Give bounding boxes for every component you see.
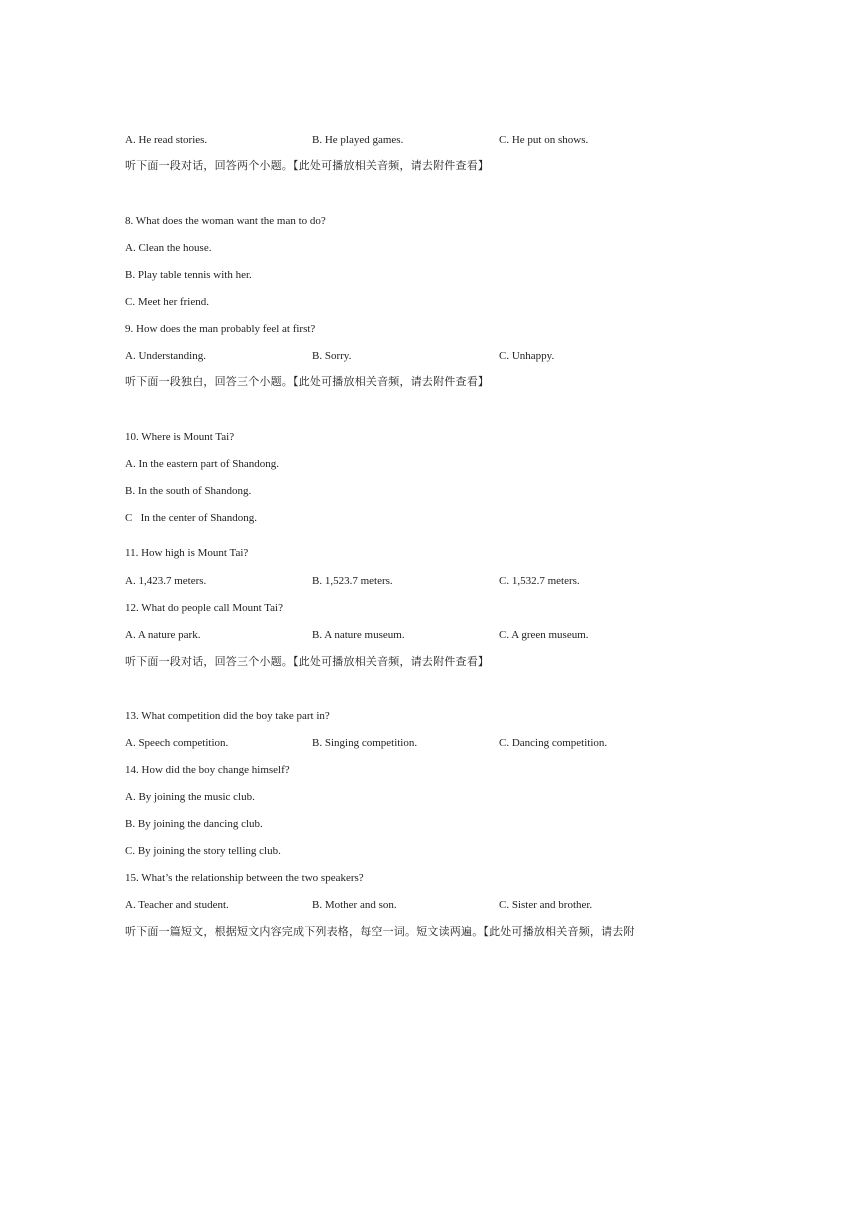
q14-option-a: A. By joining the music club. [125, 791, 255, 803]
q12-question: 12. What do people call Mount Tai? [125, 602, 283, 614]
q13-question: 13. What competition did the boy take part in? [125, 710, 330, 722]
q12-option-b: B. A nature museum. [312, 629, 405, 641]
q9-option-a: A. Understanding. [125, 350, 206, 362]
q11-option-a: A. 1,423.7 meters. [125, 575, 207, 587]
q15-option-b: B. Mother and son. [312, 899, 397, 911]
q8-option-b: B. Play table tennis with her. [125, 269, 252, 281]
q9-question: 9. How does the man probably feel at first? [125, 323, 316, 335]
instruction-dialogue-three-questions: 听下面一段对话，回答三个小题。【此处可播放相关音频，请去附件查看】 [125, 655, 490, 668]
q8-option-a: A. Clean the house. [125, 242, 212, 254]
q10-question: 10. Where is Mount Tai? [125, 431, 235, 443]
q10-option-c: C In the center of Shandong. [125, 512, 257, 524]
q14-option-c: C. By joining the story telling club. [125, 845, 281, 857]
q14-option-b: B. By joining the dancing club. [125, 818, 263, 830]
instruction-monologue-three-questions: 听下面一段独白，回答三个小题。【此处可播放相关音频，请去附件查看】 [125, 375, 490, 388]
q13-option-b: B. Singing competition. [312, 737, 418, 749]
q7-option-b: B. He played games. [312, 134, 404, 146]
q15-question: 15. What’s the relationship between the two speakers? [125, 872, 364, 884]
instruction-passage-table: 听下面一篇短文，根据短文内容完成下列表格，每空一词。短文读两遍。【此处可播放相关音频，请去附 [125, 925, 635, 938]
q13-option-c: C. Dancing competition. [499, 737, 608, 749]
q11-option-b: B. 1,523.7 meters. [312, 575, 393, 587]
q10-option-a: A. In the eastern part of Shandong. [125, 458, 279, 470]
q11-question: 11. How high is Mount Tai? [125, 547, 249, 559]
q12-option-a: A. A nature park. [125, 629, 201, 641]
q15-option-a: A. Teacher and student. [125, 899, 229, 911]
q14-question: 14. How did the boy change himself? [125, 764, 290, 776]
q11-option-c: C. 1,532.7 meters. [499, 575, 580, 587]
q8-question: 8. What does the woman want the man to do? [125, 215, 326, 227]
q8-option-c: C. Meet her friend. [125, 296, 209, 308]
q9-option-b: B. Sorry. [312, 350, 352, 362]
q15-option-c: C. Sister and brother. [499, 899, 593, 911]
q9-option-c: C. Unhappy. [499, 350, 555, 362]
instruction-dialogue-two-questions: 听下面一段对话，回答两个小题。【此处可播放相关音频，请去附件查看】 [125, 159, 490, 172]
q12-option-c: C. A green museum. [499, 629, 589, 641]
q10-option-b: B. In the south of Shandong. [125, 485, 252, 497]
q7-option-a: A. He read stories. [125, 134, 208, 146]
q13-option-a: A. Speech competition. [125, 737, 229, 749]
q7-option-c: C. He put on shows. [499, 134, 589, 146]
